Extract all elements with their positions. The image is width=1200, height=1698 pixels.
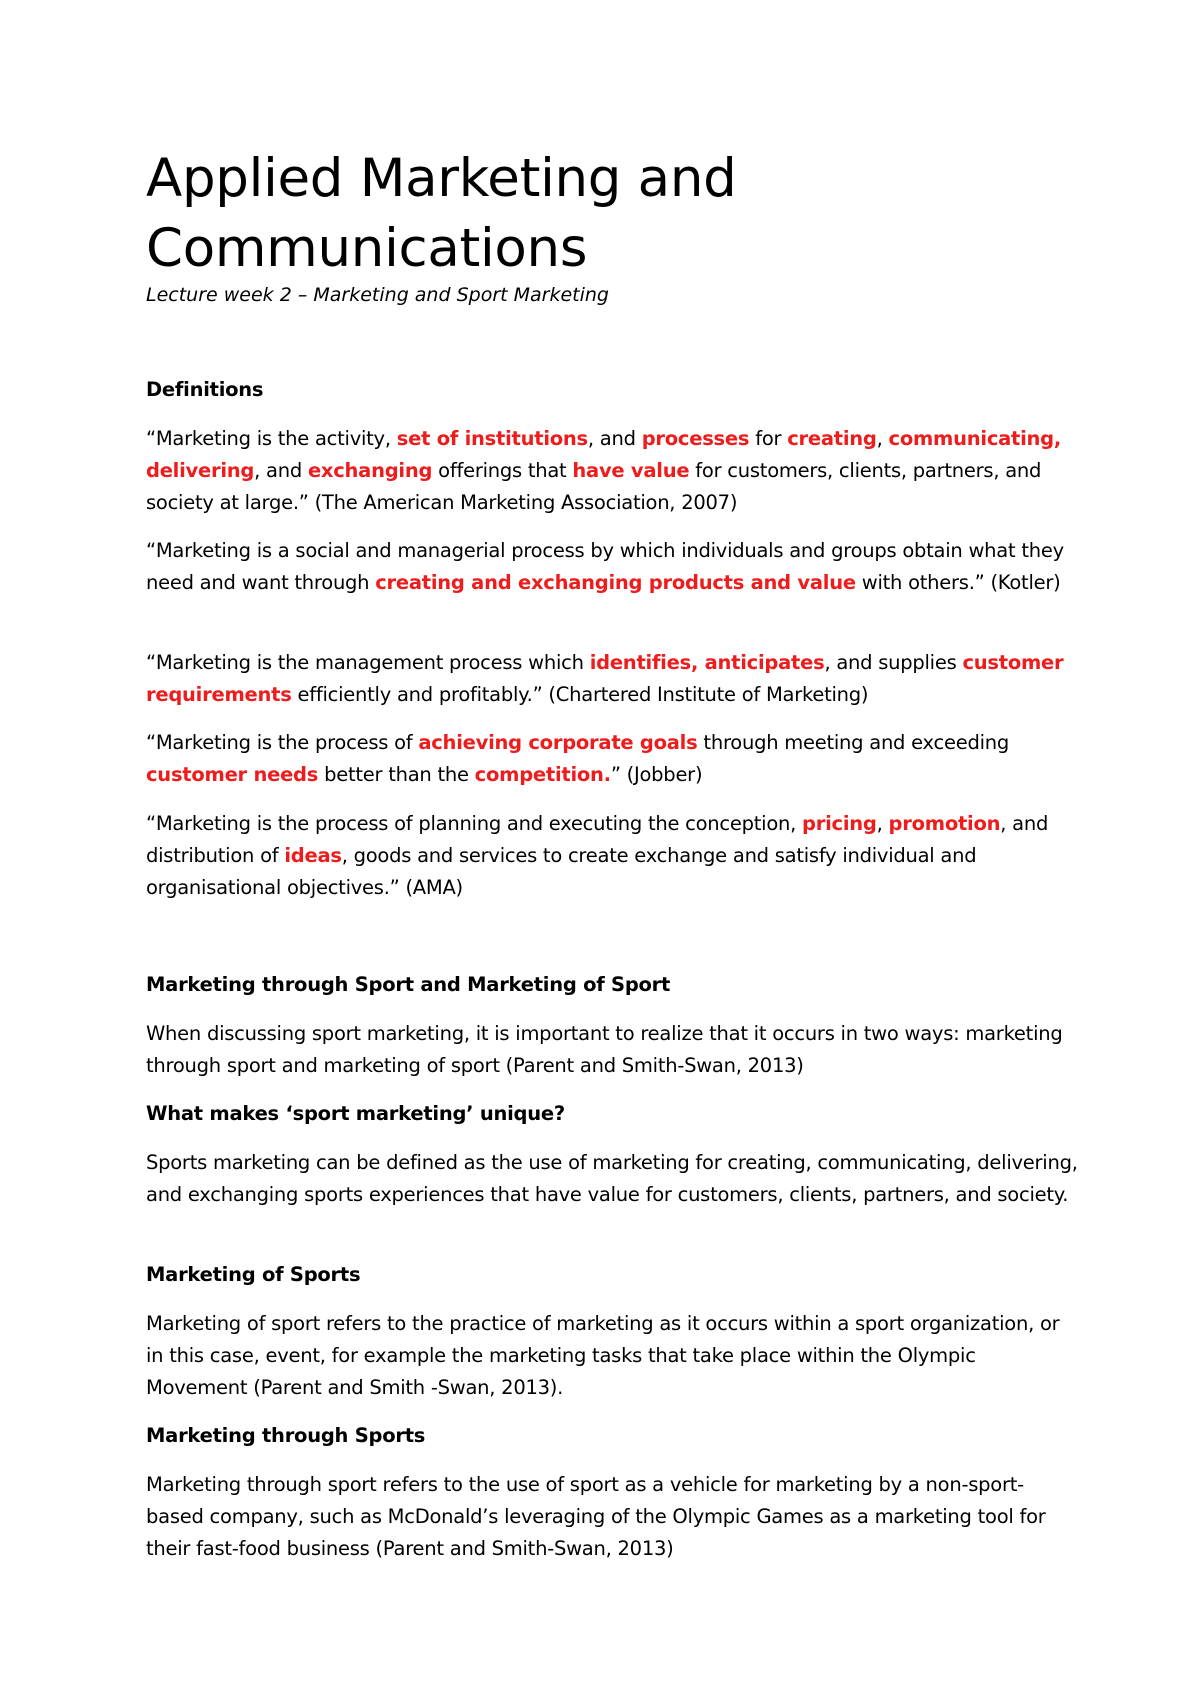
- title-line-2: Communications: [146, 218, 588, 279]
- definition-ama: “Marketing is the process of planning and executing the conception, pricing, promotion, and distribution of ideas, goods and services to create exchange and satisfy individual and organisational objectives.” (AMA): [146, 812, 1049, 899]
- document-title: [146, 144, 737, 284]
- section-heading-marketing-through-sports: Marketing through Sports: [146, 1424, 426, 1447]
- definition-cim: “Marketing is the management process which identifies, anticipates, and supplies customer requirements efficiently and profitably.” (Chartered Institute of Marketing): [146, 651, 1064, 706]
- section-text-sport-marketing-unique: Sports marketing can be defined as the use of marketing for creating, communicating, delivering, and exchanging sports experiences that have value for customers, clients, partners, and society.: [146, 1151, 1078, 1206]
- title-line-1: Applied Marketing and: [146, 148, 737, 209]
- section-heading-marketing-of-sports: Marketing of Sports: [146, 1263, 361, 1286]
- definition-kotler: “Marketing is a social and managerial process by which individuals and groups obtain what they need and want through creating and exchanging products and value with others.” (Kotler): [146, 539, 1064, 594]
- document-subtitle: Lecture week 2 – Marketing and Sport Marketing: [146, 284, 609, 306]
- section-text-marketing-of-sports: Marketing of sport refers to the practice of marketing as it occurs within a sport organization, or in this case, event, for example the marketing tasks that take place within the Olympic Movement (Parent and Smith -Swan, 2013).: [146, 1312, 1060, 1399]
- definitions-heading: Definitions: [146, 378, 264, 401]
- section-text-through-and-of-sport: When discussing sport marketing, it is important to realize that it occurs in two ways: marketing through sport and marketing of sport (Parent and Smith-Swan, 2013): [146, 1022, 1063, 1077]
- section-heading-sport-marketing-unique: What makes ‘sport marketing’ unique?: [146, 1102, 565, 1125]
- definition-jobber: “Marketing is the process of achieving corporate goals through meeting and exceeding customer needs better than the competition.” (Jobber): [146, 731, 1009, 786]
- definition-ama-2007: “Marketing is the activity, set of institutions, and processes for creating, communicating, delivering, and exchanging offerings that have value for customers, clients, partners, and society at large.” (The American Marketing Association, 2007): [146, 427, 1062, 514]
- section-text-marketing-through-sports: Marketing through sport refers to the use of sport as a vehicle for marketing by a non-sport-based company, such as McDonald’s leveraging of the Olympic Games as a marketing tool for their fast-food business (Parent and Smith-Swan, 2013): [146, 1473, 1046, 1560]
- section-heading-through-and-of-sport: Marketing through Sport and Marketing of Sport: [146, 973, 671, 996]
